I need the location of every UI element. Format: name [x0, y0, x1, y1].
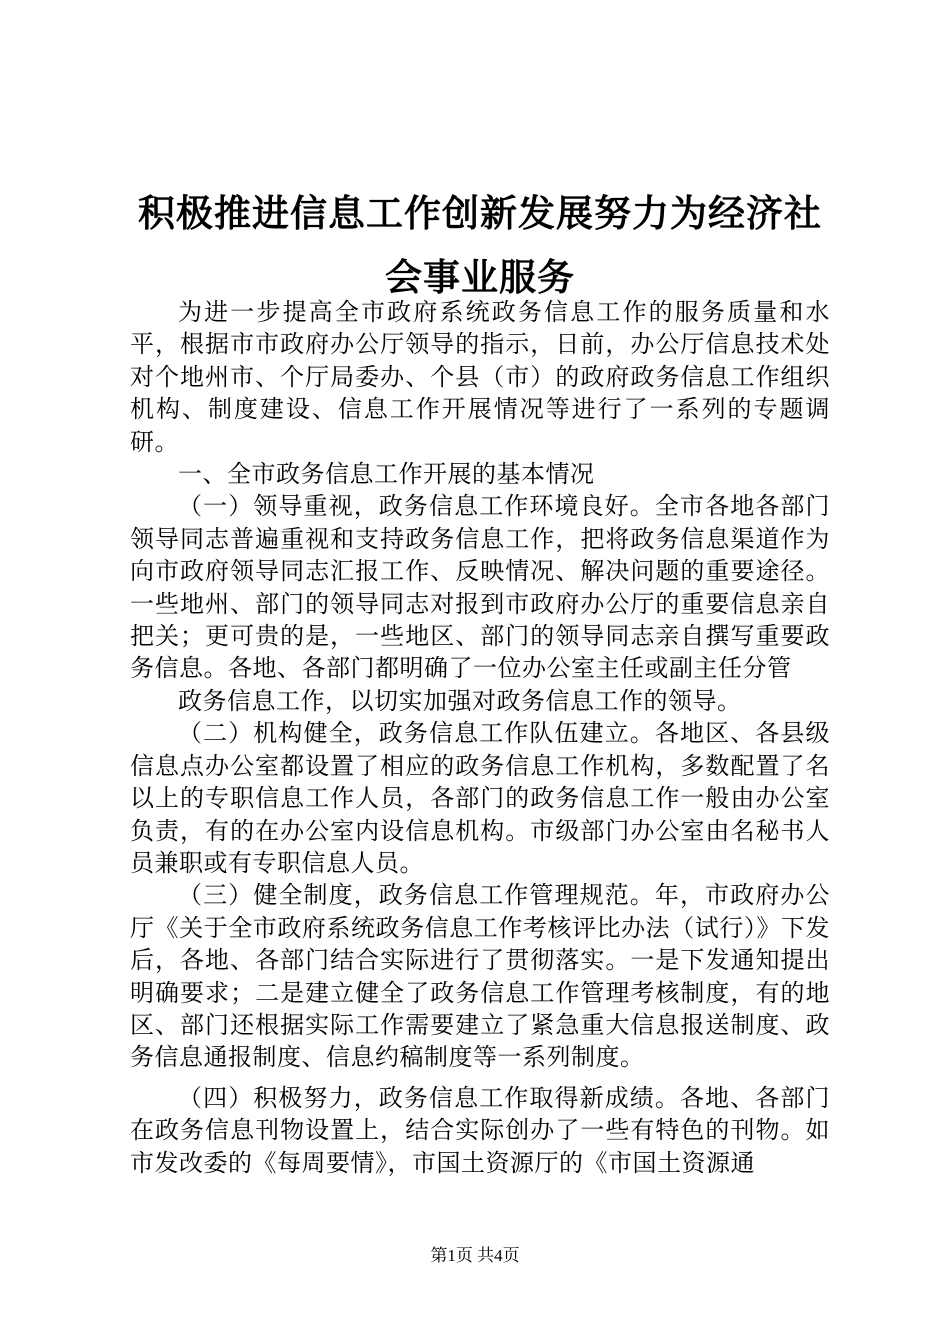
document-title: 积极推进信息工作创新发展努力为经济社会事业服务	[138, 192, 822, 299]
page-number-footer: 第1页 共4页	[430, 1246, 520, 1265]
paragraph-leadership-continued: 政务信息工作，以切实加强对政务信息工作的领导。	[178, 686, 742, 715]
paragraph-leadership: （一）领导重视，政务信息工作环境良好。全市各地各部门领导同志普遍重视和支持政务信息工作，把将政务信息渠道作为向市政府领导同志汇报工作、反映情况、解决问题的重要途径。一些地州、部门的领导同志对报到市政府办公厅的重要信息亲自把关；更可贵的是，一些地区、部门的领导同志亲自撰写重要政务信息。各地、各部门都明确了一位办公室主任或副主任分管	[130, 492, 830, 683]
paragraph-achievements: （四）积极努力，政务信息工作取得新成绩。各地、各部门在政务信息刊物设置上，结合实际创办了一些有特色的刊物。如市发改委的《每周要情》，市国土资源厅的《市国土资源通	[130, 1083, 830, 1177]
section-heading: 一、全市政务信息工作开展的基本情况	[178, 460, 595, 489]
paragraph-system: （三）健全制度，政务信息工作管理规范。年，市政府办公厅《关于全市政府系统政务信息工作考核评比办法（试行）》下发后，各地、各部门结合实际进行了贯彻落实。一是下发通知提出明确要求；二是建立健全了政务信息工作管理考核制度，有的地区、部门还根据实际工作需要建立了紧急重大信息报送制度、政务信息通报制度、信息约稿制度等一系列制度。	[130, 881, 830, 1072]
document-body	[130, 296, 830, 1179]
paragraph-intro: 为进一步提高全市政府系统政务信息工作的服务质量和水平，根据市市政府办公厅领导的指示，日前，办公厅信息技术处对个地州市、个厅局委办、个县（市）的政府政务信息工作组织机构、制度建设、信息工作开展情况等进行了一系列的专题调研。	[130, 298, 830, 456]
paragraph-organization: （二）机构健全，政务信息工作队伍建立。各地区、各县级信息点办公室都设置了相应的政务信息工作机构，多数配置了名以上的专职信息工作人员，各部门的政务信息工作一般由办公室负责，有的在办公室内设信息机构。市级部门办公室由名秘书人员兼职或有专职信息人员。	[130, 719, 830, 877]
